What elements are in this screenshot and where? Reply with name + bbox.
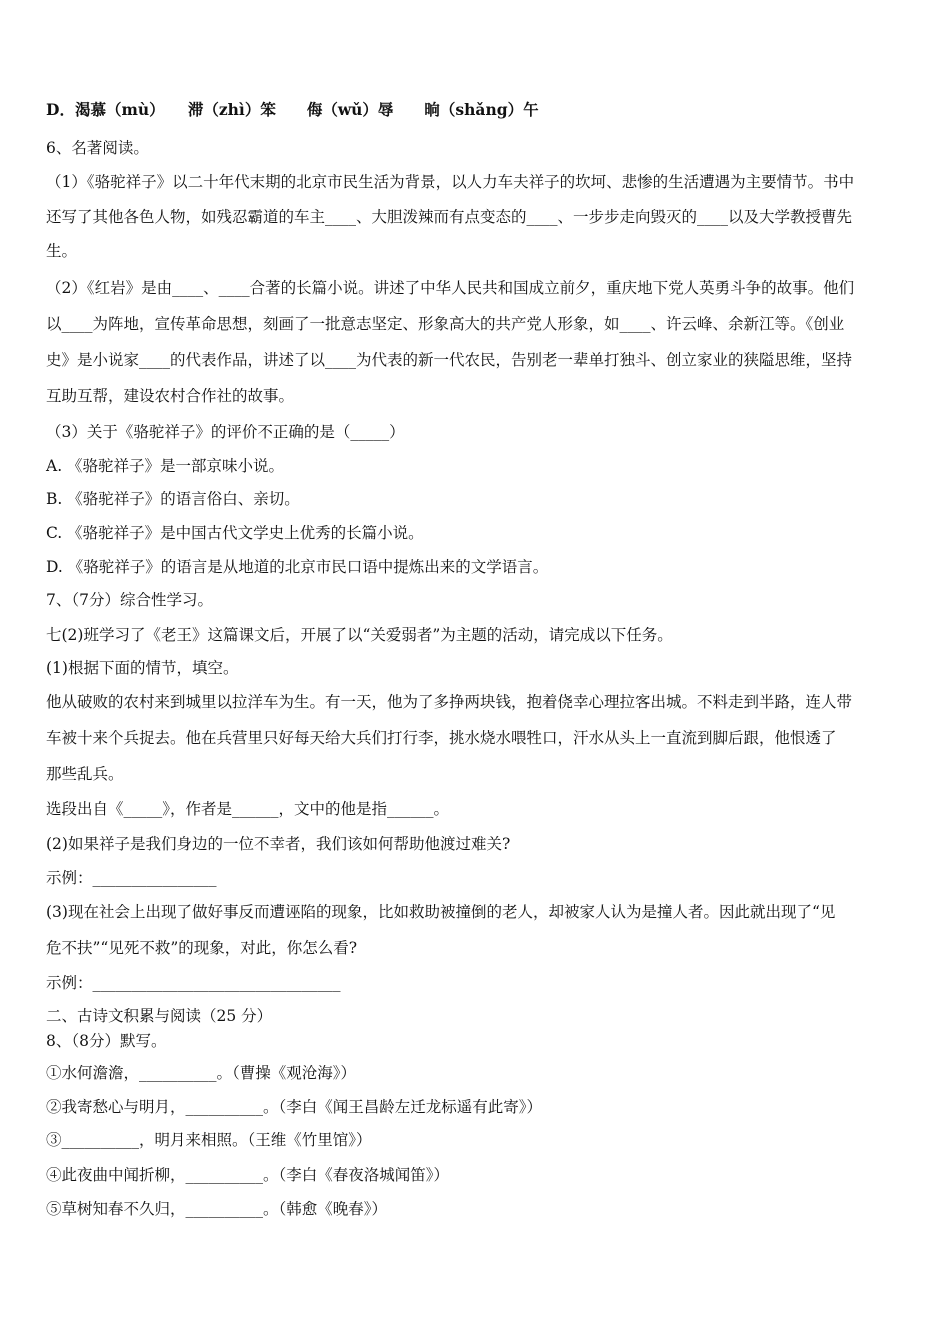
q7-3-answer: 示例：________________________________ bbox=[46, 974, 341, 992]
q8-item-4: ④此夜曲中闻折柳，__________。（李白《春夜洛城闻笛》） bbox=[46, 1166, 450, 1184]
q8-item-2: ②我寄愁心与明月，__________。（李白《闻王昌龄左迁龙标遥有此寄》） bbox=[46, 1098, 543, 1116]
q7-intro: 七(2)班学习了《老王》这篇课文后，开展了以“关爱弱者”为主题的活动，请完成以下任务。 bbox=[46, 626, 673, 644]
q7-2-answer: 示例：________________ bbox=[46, 869, 217, 887]
q7-1-text-a: 他从破败的农村来到城里以拉洋车为生。有一天，他为了多挣两块钱，抱着侥幸心理拉客出城。不料走到半路，连人带 bbox=[46, 693, 853, 711]
q6-1-line-a: （1）《骆驼祥子》以二十年代末期的北京市民生活为背景，以人力车夫祥子的坎坷、悲惨的生活遭遇为主要情节。书中 bbox=[46, 173, 855, 191]
q6-2-line-b: 以____为阵地，宣传革命思想，刻画了一批意志坚定、形象高大的共产党人形象，如____、许云峰、余新江等。《创业 bbox=[46, 315, 845, 333]
q7-2-prompt: (2)如果祥子是我们身边的一位不幸者，我们该如何帮助他渡过难关? bbox=[46, 835, 511, 853]
section-2-heading: 二、古诗文积累与阅读（25 分） bbox=[46, 1007, 273, 1025]
q7-1-text-b: 车被十来个兵捉去。他在兵营里只好每天给大兵们打行李，挑水烧水喂牲口，汗水从头上一直流到脚后跟，他恨透了 bbox=[46, 729, 837, 747]
q6-3-option-b: B. 《骆驼祥子》的语言俗白、亲切。 bbox=[46, 490, 300, 508]
q6-2-line-c: 史》是小说家____的代表作品，讲述了以____为代表的新一代农民，告别老一辈单打独斗、创立家业的狭隘思维，坚持 bbox=[46, 351, 853, 369]
q8-item-1: ①水何澹澹，__________。（曹操《观沧海》） bbox=[46, 1064, 357, 1082]
q6-2-line-d: 互助互帮，建设农村合作社的故事。 bbox=[46, 387, 295, 405]
q8-title: 8、（8分）默写。 bbox=[46, 1032, 167, 1050]
q6-3-option-a: A. 《骆驼祥子》是一部京味小说。 bbox=[46, 457, 285, 475]
q7-3-line-b: 危不扶”“见死不救”的现象，对此，你怎么看? bbox=[46, 939, 358, 957]
q7-1-prompt: (1)根据下面的情节，填空。 bbox=[46, 659, 239, 677]
q8-item-5: ⑤草树知春不久归，__________。（韩愈《晚春》） bbox=[46, 1200, 388, 1218]
q7-1-text-c: 那些乱兵。 bbox=[46, 765, 124, 783]
q6-1-line-b: 还写了其他各色人物，如残忍霸道的车主____、大胆泼辣而有点变态的____、一步步走向毁灭的____以及大学教授曹先 bbox=[46, 208, 853, 226]
q6-3-option-d: D. 《骆驼祥子》的语言是从地道的北京市民口语中提炼出来的文学语言。 bbox=[46, 558, 549, 576]
q5-option-d: D．渴慕（mù） 滞（zhì）笨 侮（wǔ）辱 晌（shǎng）午 bbox=[46, 100, 539, 119]
q8-item-3: ③__________，明月来相照。（王维《竹里馆》） bbox=[46, 1131, 372, 1149]
q6-title: 6、名著阅读。 bbox=[46, 139, 149, 157]
q7-1-fill-blank: 选段出自《_____》，作者是______，文中的他是指______。 bbox=[46, 800, 450, 818]
q7-3-line-a: (3)现在社会上出现了做好事反而遭诬陷的现象，比如救助被撞倒的老人，却被家人认为是撞人者。因此就出现了“见 bbox=[46, 903, 836, 921]
q7-title: 7、（7分）综合性学习。 bbox=[46, 591, 213, 609]
q6-2-line-a: （2）《红岩》是由____、____合著的长篇小说。讲述了中华人民共和国成立前夕，重庆地下党人英勇斗争的故事。他们 bbox=[46, 279, 855, 297]
q6-3-option-c: C. 《骆驼祥子》是中国古代文学史上优秀的长篇小说。 bbox=[46, 524, 424, 542]
q6-3-question: （3）关于《骆驼祥子》的评价不正确的是（_____） bbox=[46, 423, 405, 441]
q6-1-line-c: 生。 bbox=[46, 242, 78, 260]
